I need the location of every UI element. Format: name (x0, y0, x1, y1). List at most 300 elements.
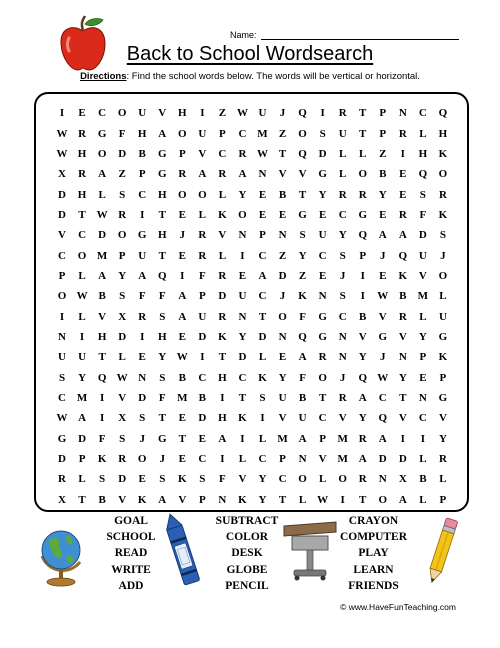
grid-letter[interactable]: M (277, 432, 288, 445)
grid-letter[interactable]: U (238, 290, 247, 303)
grid-letter[interactable]: E (258, 188, 267, 201)
grid-letter[interactable]: T (258, 310, 267, 323)
grid-letter[interactable]: E (138, 351, 146, 364)
grid-letter[interactable]: P (138, 168, 146, 181)
grid-letter[interactable]: O (378, 493, 388, 506)
grid-letter[interactable]: L (419, 310, 427, 323)
grid-letter[interactable]: I (180, 269, 185, 282)
grid-letter[interactable]: Y (238, 188, 247, 201)
grid-letter[interactable]: W (377, 290, 389, 303)
grid-letter[interactable]: C (318, 249, 327, 262)
grid-letter[interactable]: N (398, 107, 407, 120)
grid-letter[interactable]: Q (398, 249, 408, 262)
grid-letter[interactable]: Q (97, 371, 107, 384)
grid-letter[interactable]: J (339, 371, 346, 384)
grid-letter[interactable]: V (238, 473, 247, 486)
grid-letter[interactable]: T (399, 391, 407, 404)
grid-letter[interactable]: T (278, 147, 287, 160)
grid-letter[interactable]: N (298, 453, 307, 466)
grid-letter[interactable]: Y (298, 249, 307, 262)
grid-letter[interactable]: W (236, 107, 248, 120)
grid-letter[interactable]: I (400, 147, 405, 160)
grid-letter[interactable]: I (200, 351, 205, 364)
grid-letter[interactable]: L (318, 473, 327, 486)
grid-letter[interactable]: S (199, 473, 206, 486)
grid-letter[interactable]: C (418, 107, 427, 120)
grid-letter[interactable]: U (298, 412, 307, 425)
grid-letter[interactable]: V (98, 310, 107, 323)
grid-letter[interactable]: D (278, 269, 287, 282)
grid-letter[interactable]: O (137, 453, 147, 466)
grid-letter[interactable]: L (238, 453, 247, 466)
grid-letter[interactable]: L (118, 351, 126, 364)
grid-letter[interactable]: P (359, 249, 367, 262)
grid-letter[interactable]: F (118, 127, 126, 140)
grid-letter[interactable]: O (338, 473, 347, 486)
grid-letter[interactable]: J (279, 107, 286, 120)
grid-letter[interactable]: Z (278, 127, 287, 140)
grid-letter[interactable]: R (118, 453, 127, 466)
grid-letter[interactable]: I (59, 310, 65, 323)
grid-letter[interactable]: G (157, 147, 167, 160)
grid-letter[interactable]: T (359, 107, 367, 120)
grid-letter[interactable]: Y (418, 330, 427, 343)
grid-letter[interactable]: A (198, 168, 207, 181)
grid-letter[interactable]: T (98, 351, 106, 364)
grid-letter[interactable]: Z (218, 107, 227, 120)
grid-letter[interactable]: T (359, 127, 367, 140)
grid-letter[interactable]: U (278, 391, 287, 404)
grid-letter[interactable]: S (119, 188, 126, 201)
grid-letter[interactable]: K (438, 208, 448, 221)
grid-letter[interactable]: K (137, 493, 147, 506)
name-line[interactable] (261, 31, 459, 40)
grid-letter[interactable]: N (318, 290, 327, 303)
grid-letter[interactable]: X (118, 310, 127, 323)
grid-letter[interactable]: S (159, 371, 166, 384)
grid-letter[interactable]: W (317, 493, 329, 506)
grid-letter[interactable]: K (178, 473, 187, 486)
grid-letter[interactable]: W (377, 371, 389, 384)
grid-letter[interactable]: C (278, 473, 287, 486)
grid-letter[interactable]: H (77, 188, 87, 201)
grid-letter[interactable]: R (178, 168, 187, 181)
grid-letter[interactable]: T (238, 391, 247, 404)
grid-letter[interactable]: A (158, 127, 167, 140)
grid-letter[interactable]: P (439, 493, 447, 506)
grid-letter[interactable]: N (278, 229, 287, 242)
grid-letter[interactable]: B (419, 473, 427, 486)
grid-letter[interactable]: E (178, 208, 186, 221)
grid-letter[interactable]: E (138, 473, 146, 486)
grid-letter[interactable]: W (256, 147, 268, 160)
grid-letter[interactable]: L (198, 208, 207, 221)
grid-letter[interactable]: R (118, 208, 127, 221)
grid-letter[interactable]: E (399, 168, 407, 181)
grid-letter[interactable]: R (438, 188, 447, 201)
grid-letter[interactable]: N (238, 229, 247, 242)
grid-letter[interactable]: R (198, 229, 207, 242)
grid-letter[interactable]: N (418, 391, 427, 404)
grid-letter[interactable]: V (438, 412, 447, 425)
grid-letter[interactable]: L (339, 168, 347, 181)
grid-letter[interactable]: J (380, 249, 386, 262)
grid-letter[interactable]: E (238, 269, 247, 282)
grid-letter[interactable]: S (119, 432, 126, 445)
grid-letter[interactable]: L (419, 127, 427, 140)
grid-letter[interactable]: B (359, 310, 367, 323)
grid-letter[interactable]: G (318, 330, 327, 343)
grid-letter[interactable]: C (378, 391, 387, 404)
grid-letter[interactable]: K (97, 453, 107, 466)
grid-letter[interactable]: R (318, 351, 327, 364)
grid-letter[interactable]: N (258, 168, 267, 181)
grid-letter[interactable]: L (218, 249, 227, 262)
grid-letter[interactable]: Z (278, 249, 287, 262)
grid-letter[interactable]: I (200, 107, 205, 120)
grid-letter[interactable]: D (58, 188, 66, 201)
grid-letter[interactable]: D (258, 330, 267, 343)
grid-letter[interactable]: B (278, 188, 287, 201)
grid-letter[interactable]: R (218, 310, 227, 323)
grid-letter[interactable]: P (319, 432, 326, 445)
grid-letter[interactable]: M (96, 249, 108, 262)
grid-letter[interactable]: L (419, 453, 427, 466)
grid-letter[interactable]: L (78, 310, 86, 323)
grid-letter[interactable]: O (77, 249, 87, 262)
grid-letter[interactable]: V (398, 330, 407, 343)
grid-letter[interactable]: Q (298, 107, 307, 120)
grid-letter[interactable]: K (438, 147, 448, 160)
grid-letter[interactable]: J (380, 351, 386, 364)
grid-letter[interactable]: D (198, 330, 207, 343)
grid-letter[interactable]: F (299, 371, 306, 384)
grid-letter[interactable]: N (238, 310, 247, 323)
grid-letter[interactable]: E (178, 453, 186, 466)
grid-letter[interactable]: O (278, 310, 287, 323)
grid-letter[interactable]: D (238, 351, 247, 364)
grid-letter[interactable]: J (440, 249, 446, 262)
grid-letter[interactable]: U (438, 310, 447, 323)
grid-letter[interactable]: D (98, 229, 107, 242)
grid-letter[interactable]: D (138, 391, 147, 404)
grid-letter[interactable]: P (178, 147, 186, 160)
grid-letter[interactable]: I (59, 107, 65, 120)
grid-letter[interactable]: V (118, 391, 127, 404)
grid-letter[interactable]: V (298, 168, 307, 181)
grid-letter[interactable]: F (219, 473, 226, 486)
grid-letter[interactable]: L (339, 147, 347, 160)
grid-letter[interactable]: B (138, 147, 146, 160)
grid-letter[interactable]: L (78, 269, 86, 282)
grid-letter[interactable]: X (58, 168, 66, 181)
grid-letter[interactable]: V (338, 412, 347, 425)
grid-letter[interactable]: T (158, 249, 166, 262)
grid-letter[interactable]: C (338, 208, 347, 221)
grid-letter[interactable]: F (299, 310, 306, 323)
grid-letter[interactable]: N (378, 473, 387, 486)
grid-letter[interactable]: E (399, 188, 407, 201)
grid-letter[interactable]: G (438, 391, 448, 404)
grid-letter[interactable]: G (358, 208, 367, 221)
grid-letter[interactable]: I (79, 330, 85, 343)
grid-letter[interactable]: A (358, 391, 367, 404)
grid-letter[interactable]: A (358, 453, 367, 466)
grid-letter[interactable]: C (418, 412, 427, 425)
grid-letter[interactable]: S (159, 473, 166, 486)
grid-letter[interactable]: I (400, 432, 405, 445)
grid-letter[interactable]: K (258, 371, 267, 384)
grid-letter[interactable]: E (178, 330, 186, 343)
grid-letter[interactable]: W (96, 208, 108, 221)
grid-letter[interactable]: N (58, 330, 66, 343)
grid-letter[interactable]: B (98, 290, 106, 303)
grid-letter[interactable]: S (58, 371, 66, 384)
grid-letter[interactable]: P (379, 127, 387, 140)
grid-letter[interactable]: S (299, 229, 306, 242)
grid-letter[interactable]: D (58, 453, 66, 466)
grid-letter[interactable]: W (56, 127, 68, 140)
grid-letter[interactable]: A (158, 493, 167, 506)
grid-letter[interactable]: C (138, 188, 147, 201)
grid-letter[interactable]: D (198, 412, 207, 425)
grid-letter[interactable]: R (218, 269, 227, 282)
grid-letter[interactable]: K (398, 269, 408, 282)
grid-letter[interactable]: C (218, 147, 227, 160)
grid-letter[interactable]: E (198, 432, 207, 445)
grid-letter[interactable]: Y (258, 473, 267, 486)
grid-letter[interactable]: B (198, 391, 207, 404)
grid-letter[interactable]: V (278, 412, 287, 425)
grid-letter[interactable]: L (298, 493, 307, 506)
grid-letter[interactable]: E (318, 208, 327, 221)
grid-letter[interactable]: U (258, 107, 267, 120)
grid-letter[interactable]: M (257, 127, 268, 140)
grid-letter[interactable]: U (198, 127, 207, 140)
grid-letter[interactable]: C (258, 290, 267, 303)
grid-letter[interactable]: P (439, 371, 447, 384)
grid-letter[interactable]: F (98, 432, 106, 445)
grid-letter[interactable]: V (378, 310, 387, 323)
grid-letter[interactable]: C (58, 249, 66, 262)
grid-letter[interactable]: A (178, 310, 187, 323)
grid-letter[interactable]: R (338, 391, 347, 404)
grid-letter[interactable]: M (76, 391, 88, 404)
grid-letter[interactable]: T (78, 493, 86, 506)
grid-letter[interactable]: M (337, 453, 348, 466)
grid-letter[interactable]: R (438, 453, 447, 466)
grid-letter[interactable]: D (118, 473, 127, 486)
grid-letter[interactable]: C (198, 453, 207, 466)
grid-letter[interactable]: N (218, 493, 227, 506)
grid-letter[interactable]: U (78, 351, 87, 364)
grid-letter[interactable]: H (157, 330, 167, 343)
grid-letter[interactable]: T (178, 432, 186, 445)
grid-letter[interactable]: A (238, 168, 247, 181)
grid-letter[interactable]: Y (438, 432, 447, 445)
grid-letter[interactable]: L (98, 188, 106, 201)
grid-letter[interactable]: L (439, 473, 447, 486)
grid-letter[interactable]: E (278, 351, 287, 364)
grid-letter[interactable]: R (338, 188, 347, 201)
grid-letter[interactable]: U (418, 249, 427, 262)
grid-letter[interactable]: S (139, 412, 146, 425)
grid-letter[interactable]: C (238, 371, 247, 384)
grid-letter[interactable]: H (178, 107, 187, 120)
grid-letter[interactable]: Y (338, 229, 347, 242)
grid-letter[interactable]: C (258, 249, 267, 262)
grid-letter[interactable]: N (278, 330, 287, 343)
grid-letter[interactable]: G (318, 168, 327, 181)
grid-letter[interactable]: R (358, 188, 367, 201)
grid-letter[interactable]: L (78, 473, 86, 486)
grid-letter[interactable]: F (158, 290, 166, 303)
grid-letter[interactable]: V (218, 229, 227, 242)
grid-letter[interactable]: E (419, 371, 427, 384)
grid-letter[interactable]: J (179, 229, 186, 242)
grid-letter[interactable]: M (177, 391, 188, 404)
grid-letter[interactable]: R (358, 432, 367, 445)
grid-letter[interactable]: R (78, 127, 87, 140)
grid-letter[interactable]: Z (298, 269, 307, 282)
grid-letter[interactable]: S (319, 127, 326, 140)
grid-letter[interactable]: Y (78, 371, 87, 384)
grid-letter[interactable]: K (438, 351, 448, 364)
grid-letter[interactable]: D (118, 147, 127, 160)
grid-letter[interactable]: W (56, 412, 68, 425)
grid-letter[interactable]: N (338, 351, 347, 364)
grid-letter[interactable]: T (158, 208, 166, 221)
grid-letter[interactable]: S (259, 391, 266, 404)
grid-letter[interactable]: F (138, 290, 146, 303)
grid-letter[interactable]: T (158, 412, 166, 425)
grid-letter[interactable]: N (398, 351, 407, 364)
grid-letter[interactable]: R (358, 473, 367, 486)
grid-letter[interactable]: A (378, 432, 387, 445)
grid-letter[interactable]: I (220, 391, 225, 404)
grid-letter[interactable]: K (238, 412, 247, 425)
grid-letter[interactable]: L (359, 147, 367, 160)
grid-letter[interactable]: P (259, 229, 266, 242)
grid-letter[interactable]: A (298, 351, 307, 364)
grid-letter[interactable]: B (298, 391, 307, 404)
grid-letter[interactable]: L (439, 290, 447, 303)
grid-letter[interactable]: P (78, 453, 86, 466)
grid-letter[interactable]: N (338, 330, 347, 343)
grid-letter[interactable]: G (157, 168, 167, 181)
grid-letter[interactable]: O (97, 147, 107, 160)
grid-letter[interactable]: A (98, 269, 107, 282)
grid-letter[interactable]: A (398, 229, 407, 242)
grid-letter[interactable]: G (438, 330, 448, 343)
grid-letter[interactable]: L (419, 493, 427, 506)
grid-letter[interactable]: C (238, 127, 247, 140)
grid-letter[interactable]: W (56, 147, 68, 160)
grid-letter[interactable]: T (298, 188, 307, 201)
grid-letter[interactable]: M (337, 432, 348, 445)
grid-letter[interactable]: I (360, 290, 365, 303)
grid-letter[interactable]: R (198, 249, 207, 262)
grid-letter[interactable]: S (159, 310, 166, 323)
grid-letter[interactable]: E (379, 269, 387, 282)
grid-letter[interactable]: A (78, 412, 87, 425)
grid-letter[interactable]: T (359, 493, 367, 506)
grid-letter[interactable]: T (218, 351, 227, 364)
grid-letter[interactable]: E (78, 107, 86, 120)
grid-letter[interactable]: E (178, 249, 186, 262)
grid-letter[interactable]: G (318, 310, 327, 323)
grid-letter[interactable]: I (220, 453, 225, 466)
grid-letter[interactable]: S (99, 473, 106, 486)
grid-letter[interactable]: C (98, 107, 107, 120)
grid-letter[interactable]: B (178, 371, 186, 384)
grid-letter[interactable]: Q (438, 107, 448, 120)
grid-letter[interactable]: I (260, 412, 265, 425)
grid-letter[interactable]: P (58, 269, 66, 282)
grid-letter[interactable]: O (178, 127, 187, 140)
grid-letter[interactable]: I (420, 432, 425, 445)
grid-letter[interactable]: Y (378, 188, 387, 201)
grid-letter[interactable]: X (398, 473, 407, 486)
grid-letter[interactable]: N (138, 371, 147, 384)
grid-letter[interactable]: F (419, 208, 427, 221)
grid-letter[interactable]: U (58, 351, 66, 364)
grid-letter[interactable]: P (419, 351, 427, 364)
grid-letter[interactable]: O (318, 371, 327, 384)
grid-letter[interactable]: A (138, 269, 147, 282)
grid-letter[interactable]: R (138, 310, 147, 323)
grid-letter[interactable]: V (198, 147, 207, 160)
grid-letter[interactable]: I (240, 249, 245, 262)
grid-letter[interactable]: I (240, 432, 245, 445)
grid-letter[interactable]: G (157, 432, 167, 445)
grid-letter[interactable]: Q (418, 168, 428, 181)
name-field[interactable] (230, 30, 459, 40)
grid-letter[interactable]: Q (298, 147, 307, 160)
grid-letter[interactable]: D (78, 432, 87, 445)
grid-letter[interactable]: A (398, 493, 407, 506)
grid-letter[interactable]: X (118, 412, 127, 425)
grid-letter[interactable]: F (198, 269, 206, 282)
grid-letter[interactable]: V (278, 168, 287, 181)
grid-letter[interactable]: E (178, 412, 186, 425)
grid-letter[interactable]: R (398, 127, 407, 140)
grid-letter[interactable]: S (119, 290, 126, 303)
grid-letter[interactable]: H (418, 147, 428, 160)
grid-letter[interactable]: Y (318, 188, 327, 201)
grid-letter[interactable]: C (78, 229, 87, 242)
grid-letter[interactable]: X (58, 493, 66, 506)
grid-letter[interactable]: S (439, 229, 446, 242)
grid-letter[interactable]: T (318, 391, 327, 404)
grid-letter[interactable]: I (140, 330, 145, 343)
grid-letter[interactable]: R (218, 168, 227, 181)
grid-letter[interactable]: W (176, 351, 188, 364)
grid-letter[interactable]: P (198, 290, 206, 303)
grid-letter[interactable]: L (258, 351, 267, 364)
grid-letter[interactable]: K (238, 493, 247, 506)
grid-letter[interactable]: J (279, 290, 286, 303)
grid-letter[interactable]: Y (158, 351, 167, 364)
grid-letter[interactable]: C (258, 453, 267, 466)
grid-letter[interactable]: A (258, 269, 267, 282)
grid-letter[interactable]: O (358, 168, 367, 181)
grid-letter[interactable]: G (57, 432, 67, 445)
grid-letter[interactable]: A (98, 168, 107, 181)
grid-letter[interactable]: U (338, 127, 347, 140)
grid-letter[interactable]: H (97, 330, 107, 343)
grid-letter[interactable]: D (318, 147, 327, 160)
